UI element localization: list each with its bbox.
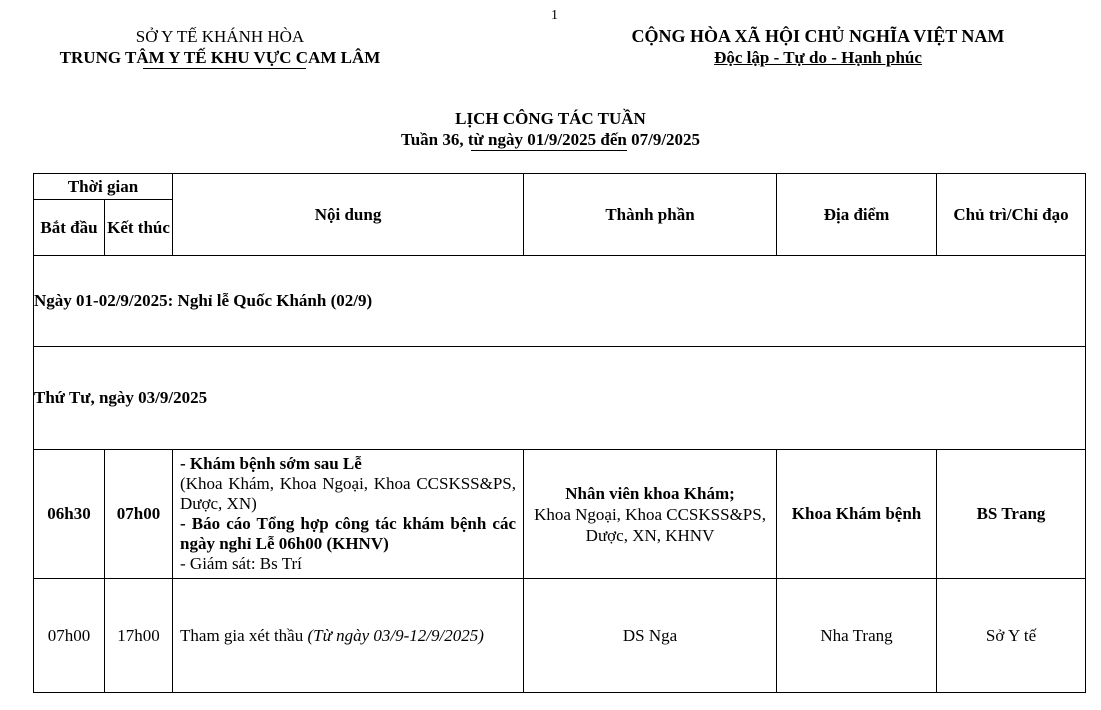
parent-agency: SỞ Y TẾ KHÁNH HÒA [135,27,305,46]
day-row-holiday [34,256,1086,347]
title-underline [471,150,627,151]
table-row [34,450,1086,579]
location-cell: Khoa Khám bệnh [777,450,937,579]
location-cell: Nha Trang [777,579,937,693]
header-chair: Chủ trì/Chỉ đạo [937,174,1086,256]
content-cell [173,579,524,693]
header-end: Kết thúc [105,200,173,256]
end-time: 17h00 [105,579,173,693]
chair-cell: Sở Y tế [937,579,1086,693]
national-motto: Độc lập - Tự do - Hạnh phúc [714,48,922,67]
agency-header [20,26,420,68]
page-number: 1 [551,8,558,23]
content-title: - Báo cáo Tổng hợp công tác khám bệnh các ngày nghỉ Lễ 06h00 (KHNV) [180,514,517,553]
content-cell [173,450,524,579]
agency-underline [143,68,306,69]
schedule-table [33,173,1086,693]
content-main: Tham gia xét thầu [180,625,304,645]
content-detail: - Giám sát: Bs Trí [180,554,302,573]
title-week: Tuần 36, từ ngày 01/9/2025 đến 07/9/2025 [400,130,701,149]
participants-lead: Nhân viên khoa Khám; [565,483,735,503]
content-note: (Từ ngày 03/9-12/9/2025) [307,625,484,645]
participants-rest: Khoa Ngoại, Khoa CCSKSS&PS, Dược, XN, KHNV [534,504,766,545]
header-content: Nội dung [173,174,524,256]
header-location: Địa điểm [777,174,937,256]
table-row [34,579,1086,693]
header-start: Bắt đầu [34,200,105,256]
start-time: 06h30 [34,450,105,579]
end-time: 07h00 [105,450,173,579]
header-participants: Thành phần [524,174,777,256]
start-time: 07h00 [34,579,105,693]
participants-cell: DS Nga [524,579,777,693]
day-row-wednesday [34,347,1086,450]
agency-name: TRUNG TÂM Y TẾ KHU VỰC CAM LÂM [59,48,381,67]
day-label-holiday: Ngày 01-02/9/2025: Nghỉ lễ Quốc Khánh (02/9) [34,256,1086,347]
participants-cell [524,450,777,579]
header-row-1 [34,174,1086,200]
chair-cell: BS Trang [937,450,1086,579]
national-title: CỘNG HÒA XÃ HỘI CHỦ NGHĨA VIỆT NAM [631,26,1005,46]
content-title: - Khám bệnh sớm sau Lễ [180,454,362,473]
document-title [0,108,1101,150]
day-label-wednesday: Thứ Tư, ngày 03/9/2025 [34,347,1086,450]
header-time: Thời gian [34,174,173,200]
national-header [572,26,1064,68]
content-detail: (Khoa Khám, Khoa Ngoại, Khoa CCSKSS&PS, Dược, XN) [180,474,517,513]
title-main: LỊCH CÔNG TÁC TUẦN [455,109,646,128]
